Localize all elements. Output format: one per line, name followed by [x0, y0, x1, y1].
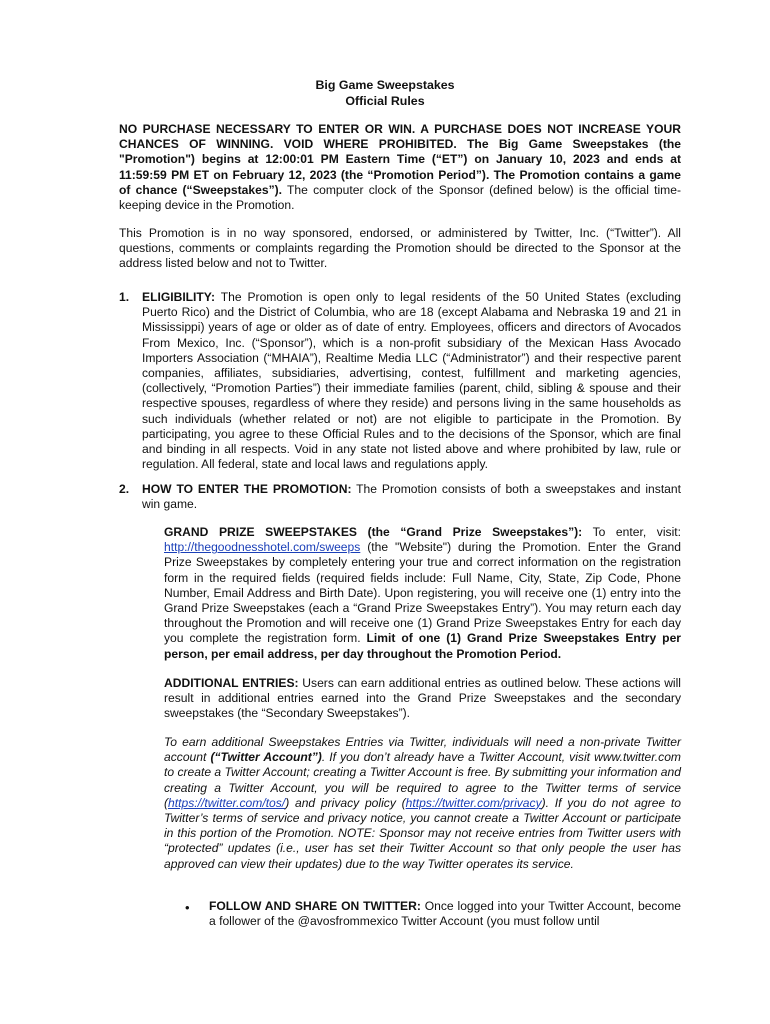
- section-number-how-to-enter: 2.: [119, 482, 130, 496]
- follow-share-paragraph: [209, 899, 681, 929]
- grand-prize-limit: Limit of one (1) Grand Prize Sweepstakes Entry per person, per email address, per day throughout the Promotion Period.: [164, 631, 682, 661]
- eligibility-text: The Promotion is open only to legal residents of the 50 United States (excluding Puerto Rico) and the District of Columbia, who are 18 (except Alabama and Nebraska 19 and 21 in Mississippi) years of age or older as of date of entry. Employees, officers and directors of Avocados From Mexico, Inc. (“Sponsor”), which is a non-profit subsidiary of the Mexican Hass Avocado Importers Association (“MHAIA”), Realtime Media LLC (“Administrator”) and their respective parent companies, affiliates, subsidiaries, advertising, contest, fulfillment and marketing agencies, (collectively, “Promotion Parties”) their immediate families (parent, child, sibling & spouse and their respective spouses, regardless of where they reside) and persons living in the same households as such individuals (whether related or not) are not eligible to participate in the Promotion. By participating, you agree to these Official Rules and to the decisions of the Sponsor, which are final and binding in all respects. Void in any state not listed above and where prohibited by law, rule or regulation. All federal, state and local laws and regulations apply.: [142, 290, 681, 472]
- twitter-note-part-2: . If you don’t already have a Twitter Account, visit www.twitter.com to create a Twitter Account; creating a Twitter Account is free. By submitting your information and creating a Twitter Account, you will be required to agree to the Twitter terms of service (: [164, 750, 681, 810]
- intro-normal-text: The computer clock of the Sponsor (defined below) is the official time-keeping device in the Promotion.: [119, 182, 681, 213]
- title-line-2: Official Rules: [345, 93, 425, 108]
- twitter-account-note: [164, 735, 681, 872]
- grand-prize-paragraph: [164, 525, 681, 662]
- twitter-account-term: (“Twitter Account”): [210, 750, 322, 765]
- intro-bold-text: NO PURCHASE NECESSARY TO ENTER OR WIN. A PURCHASE DOES NOT INCREASE YOUR CHANCES OF WINNING. VOID WHERE PROHIBITED. The Big Game Sweepstakes (the "Promotion") begins at 12:00:01 PM Eastern Time (“ET”) on January 10, 2023 and ends at 11:59:59 PM ET on February 12, 2023 (the “Promotion Period”). The Promotion contains a game of chance (“Sweepstakes”).: [119, 122, 681, 197]
- title-line-1: Big Game Sweepstakes: [315, 78, 455, 92]
- how-to-enter-text: The Promotion consists of both a sweepstakes and instant win game.: [142, 482, 681, 512]
- additional-entries-paragraph: [164, 676, 681, 722]
- how-to-enter-heading: HOW TO ENTER THE PROMOTION:: [142, 482, 352, 496]
- follow-share-heading: FOLLOW AND SHARE ON TWITTER:: [209, 899, 421, 913]
- section-number-eligibility: 1.: [119, 290, 130, 304]
- follow-share-text: Once logged into your Twitter Account, become a follower of the @avosfrommexico Twitter Account (you must follow until: [209, 899, 681, 929]
- twitter-tos-link[interactable]: https://twitter.com/tos/: [168, 795, 286, 810]
- additional-entries-heading: ADDITIONAL ENTRIES:: [164, 676, 299, 690]
- grand-prize-body: (the "Website") during the Promotion. Enter the Grand Prize Sweepstakes by completely entering your true and correct information on the registration form in the required fields (required fields include: Full Name, City, State, Zip Code, Phone Number, Email Address and Birth Date). Upon registering, you will receive one (1) entry into the Grand Prize Sweepstakes (each a “Grand Prize Sweepstakes Entry”). You may return each day throughout the Promotion and will receive one (1) Grand Prize Sweepstakes Entry for each day you complete the registration form.: [164, 540, 681, 646]
- twitter-note-part-1: To earn additional Sweepstakes Entries via Twitter, individuals will need a non-private Twitter account: [164, 735, 681, 765]
- website-link[interactable]: http://thegoodnesshotel.com/sweeps: [164, 540, 361, 555]
- grand-prize-pre-link: To enter, visit:: [582, 525, 681, 539]
- grand-prize-heading: GRAND PRIZE SWEEPSTAKES (the “Grand Prize Sweepstakes”):: [164, 525, 583, 539]
- twitter-disclaimer: This Promotion is in no way sponsored, endorsed, or administered by Twitter, Inc. (“Twitter”). All questions, comments or complaints regarding the Promotion should be directed to the Sponsor at the address listed below and not to Twitter.: [119, 226, 681, 271]
- document-title: [0, 78, 770, 109]
- how-to-enter-paragraph: [142, 482, 681, 512]
- twitter-note-part-4: ). If you do not agree to Twitter’s terms of service and privacy notice, you cannot create a Twitter Account or participate in this portion of the Promotion. NOTE: Sponsor may not receive entries from Twitter users with “protected” updates (i.e., user has set their Twitter Account so that only people the user has approved can view their updates) due to the way Twitter operates its service.: [164, 795, 681, 871]
- eligibility-paragraph: [142, 290, 681, 472]
- bullet-icon: •: [185, 900, 190, 915]
- twitter-privacy-link[interactable]: https://twitter.com/privacy: [405, 795, 542, 810]
- twitter-note-part-3: ) and privacy policy (: [285, 795, 406, 810]
- eligibility-heading: ELIGIBILITY:: [142, 290, 216, 304]
- additional-entries-text: Users can earn additional entries as outlined below. These actions will result in additional entries earned into the Grand Prize Sweepstakes and the secondary sweepstakes (the “Secondary Sweepstakes”).: [164, 676, 681, 721]
- intro-paragraph: [119, 122, 681, 213]
